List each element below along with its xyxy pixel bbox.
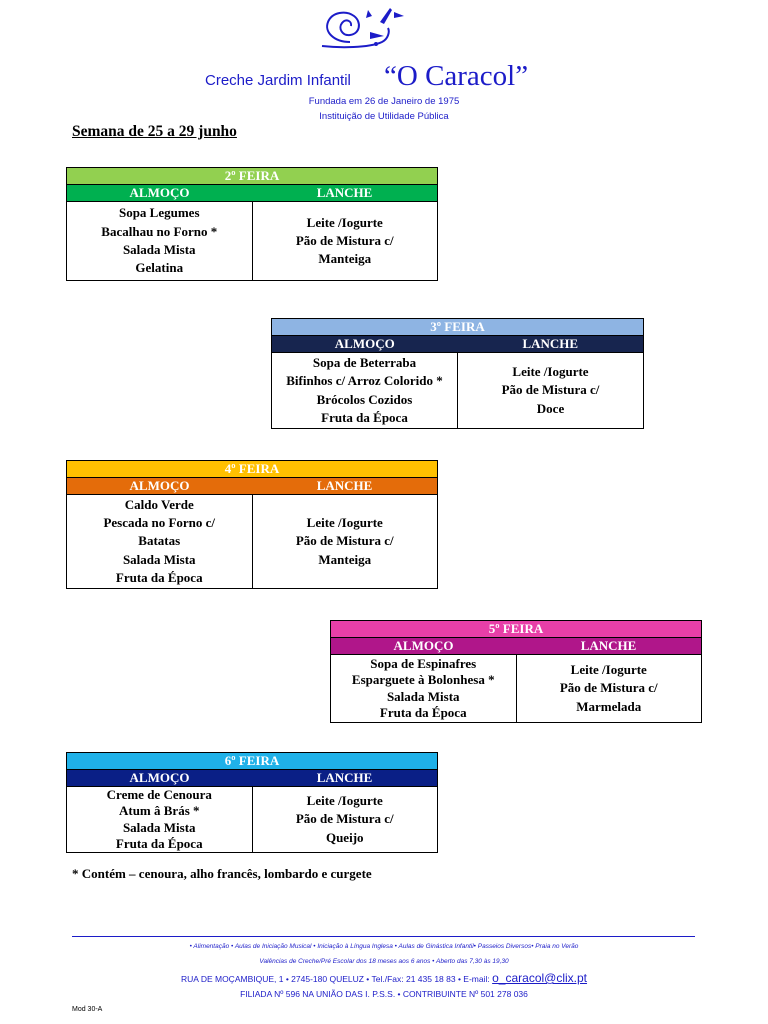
column-headers [67,770,437,787]
almoco-item: Fruta da Época [379,705,467,720]
almoco-header: ALMOÇO [129,770,190,785]
almoco-header: ALMOÇO [393,638,454,653]
almoco-item: Pescada no Forno c/ [103,515,216,531]
day-header: 2º FEIRA [67,168,437,185]
footer-registration: FILIADA Nº 596 NA UNIÃO DAS I. P.S.S. • CONTRIBUINTE Nº 501 278 036 [240,989,528,999]
almoco-item: Salada Mista [122,819,196,835]
almoco-item: Fruta da Época [115,569,203,585]
almoco-cell [67,787,253,852]
form-code: Mod 30-A [72,1006,103,1013]
almoco-item: Bifinhos c/ Arroz Colorido * [286,373,443,389]
founded-text: Fundada em 26 de Janeiro de 1975 [308,96,460,107]
day-header: 3º FEIRA [272,319,643,336]
almoco-item: Bacalhau no Forno * [101,223,218,239]
lanche-item: Leite /Iogurte [306,515,383,531]
column-headers [272,336,643,353]
day-header: 6º FEIRA [67,753,437,770]
column-headers [67,478,437,495]
lanche-cell [517,655,702,722]
lanche-cell [253,202,438,280]
lanche-header: LANCHE [522,336,579,351]
almoco-item: Fruta da Época [115,835,203,851]
almoco-item: Brócolos Cozidos [316,391,413,407]
almoco-item: Caldo Verde [124,496,194,512]
almoco-item: Salada Mista [122,551,196,567]
lanche-cell [458,353,643,428]
week-title: Semana de 25 a 29 junho [72,123,237,140]
day-header: 4º FEIRA [67,461,437,478]
lanche-item: Queijo [325,829,364,845]
column-headers [331,638,701,655]
lanche-item: Doce [536,400,565,416]
lanche-item: Pão de Mistura c/ [501,382,600,398]
lanche-header: LANCHE [316,185,373,200]
menu-sexta [66,752,438,853]
day-header: 5º FEIRA [331,621,701,638]
footer-divider [72,936,695,937]
almoco-header: ALMOÇO [334,336,395,351]
almoco-item: Creme de Cenoura [106,787,212,803]
snail-logo [310,2,420,60]
almoco-header: ALMOÇO [129,478,190,493]
address-text: RUA DE MOÇAMBIQUE, 1 • 2745-180 QUELUZ • Tel./Fax: 21 435 18 83 • E-mail: [180,974,490,984]
lanche-header: LANCHE [316,770,373,785]
lanche-header: LANCHE [316,478,373,493]
column-headers [67,185,437,202]
lanche-item: Pão de Mistura c/ [295,811,394,827]
lanche-item: Leite /Iogurte [512,364,589,380]
lanche-cell [253,787,438,852]
almoco-item: Fruta da Época [321,409,408,425]
lanche-item: Leite /Iogurte [306,793,383,809]
almoco-cell [331,655,517,722]
menu-terca [271,318,644,429]
almoco-item: Sopa Legumes [118,205,200,221]
almoco-item: Salada Mista [386,688,460,704]
institution-text: Instituição de Utilidade Pública [319,111,449,122]
almoco-item: Sopa de Espinafres [370,655,477,671]
almoco-header: ALMOÇO [129,185,190,200]
footer-hours: Valências de Creche/Pré Escolar dos 18 meses aos 6 anos • Aberto das 7,30 às 19,30 [259,958,509,965]
lanche-item: Pão de Mistura c/ [559,680,658,696]
caracol-title: “O Caracol” [384,60,529,92]
footer-services: • Alimentação • Aulas de Iniciação Musical • Iniciação à Língua Inglesa • Aulas de Ginástica Infantil• Passeios Diversos• Praia no Verão [189,943,579,950]
allergen-note: * Contém – cenoura, alho francês, lombardo e curgete [72,866,372,881]
creche-name: Creche Jardim Infantil [205,72,351,89]
almoco-cell [67,495,253,588]
menu-segunda [66,167,438,281]
almoco-item: Batatas [138,533,181,549]
lanche-item: Leite /Iogurte [306,214,383,230]
email-link[interactable]: o_caracol@clix.pt [492,971,588,985]
almoco-item: Atum â Brás * [118,803,200,819]
lanche-item: Pão de Mistura c/ [295,533,394,549]
almoco-cell [272,353,458,428]
footer-address [0,971,768,985]
lanche-header: LANCHE [580,638,637,653]
almoco-cell [67,202,253,280]
almoco-item: Esparguete à Bolonhesa * [351,672,495,687]
lanche-cell [253,495,438,588]
menu-quarta [66,460,438,589]
almoco-item: Salada Mista [122,242,196,257]
lanche-item: Pão de Mistura c/ [295,232,394,248]
lanche-item: Leite /Iogurte [570,662,647,678]
lanche-item: Manteiga [318,251,372,267]
lanche-item: Marmelada [576,698,642,714]
lanche-item: Manteiga [318,551,372,567]
almoco-item: Gelatina [135,260,184,276]
menu-quinta [330,620,702,723]
almoco-item: Sopa de Beterraba [312,354,417,370]
